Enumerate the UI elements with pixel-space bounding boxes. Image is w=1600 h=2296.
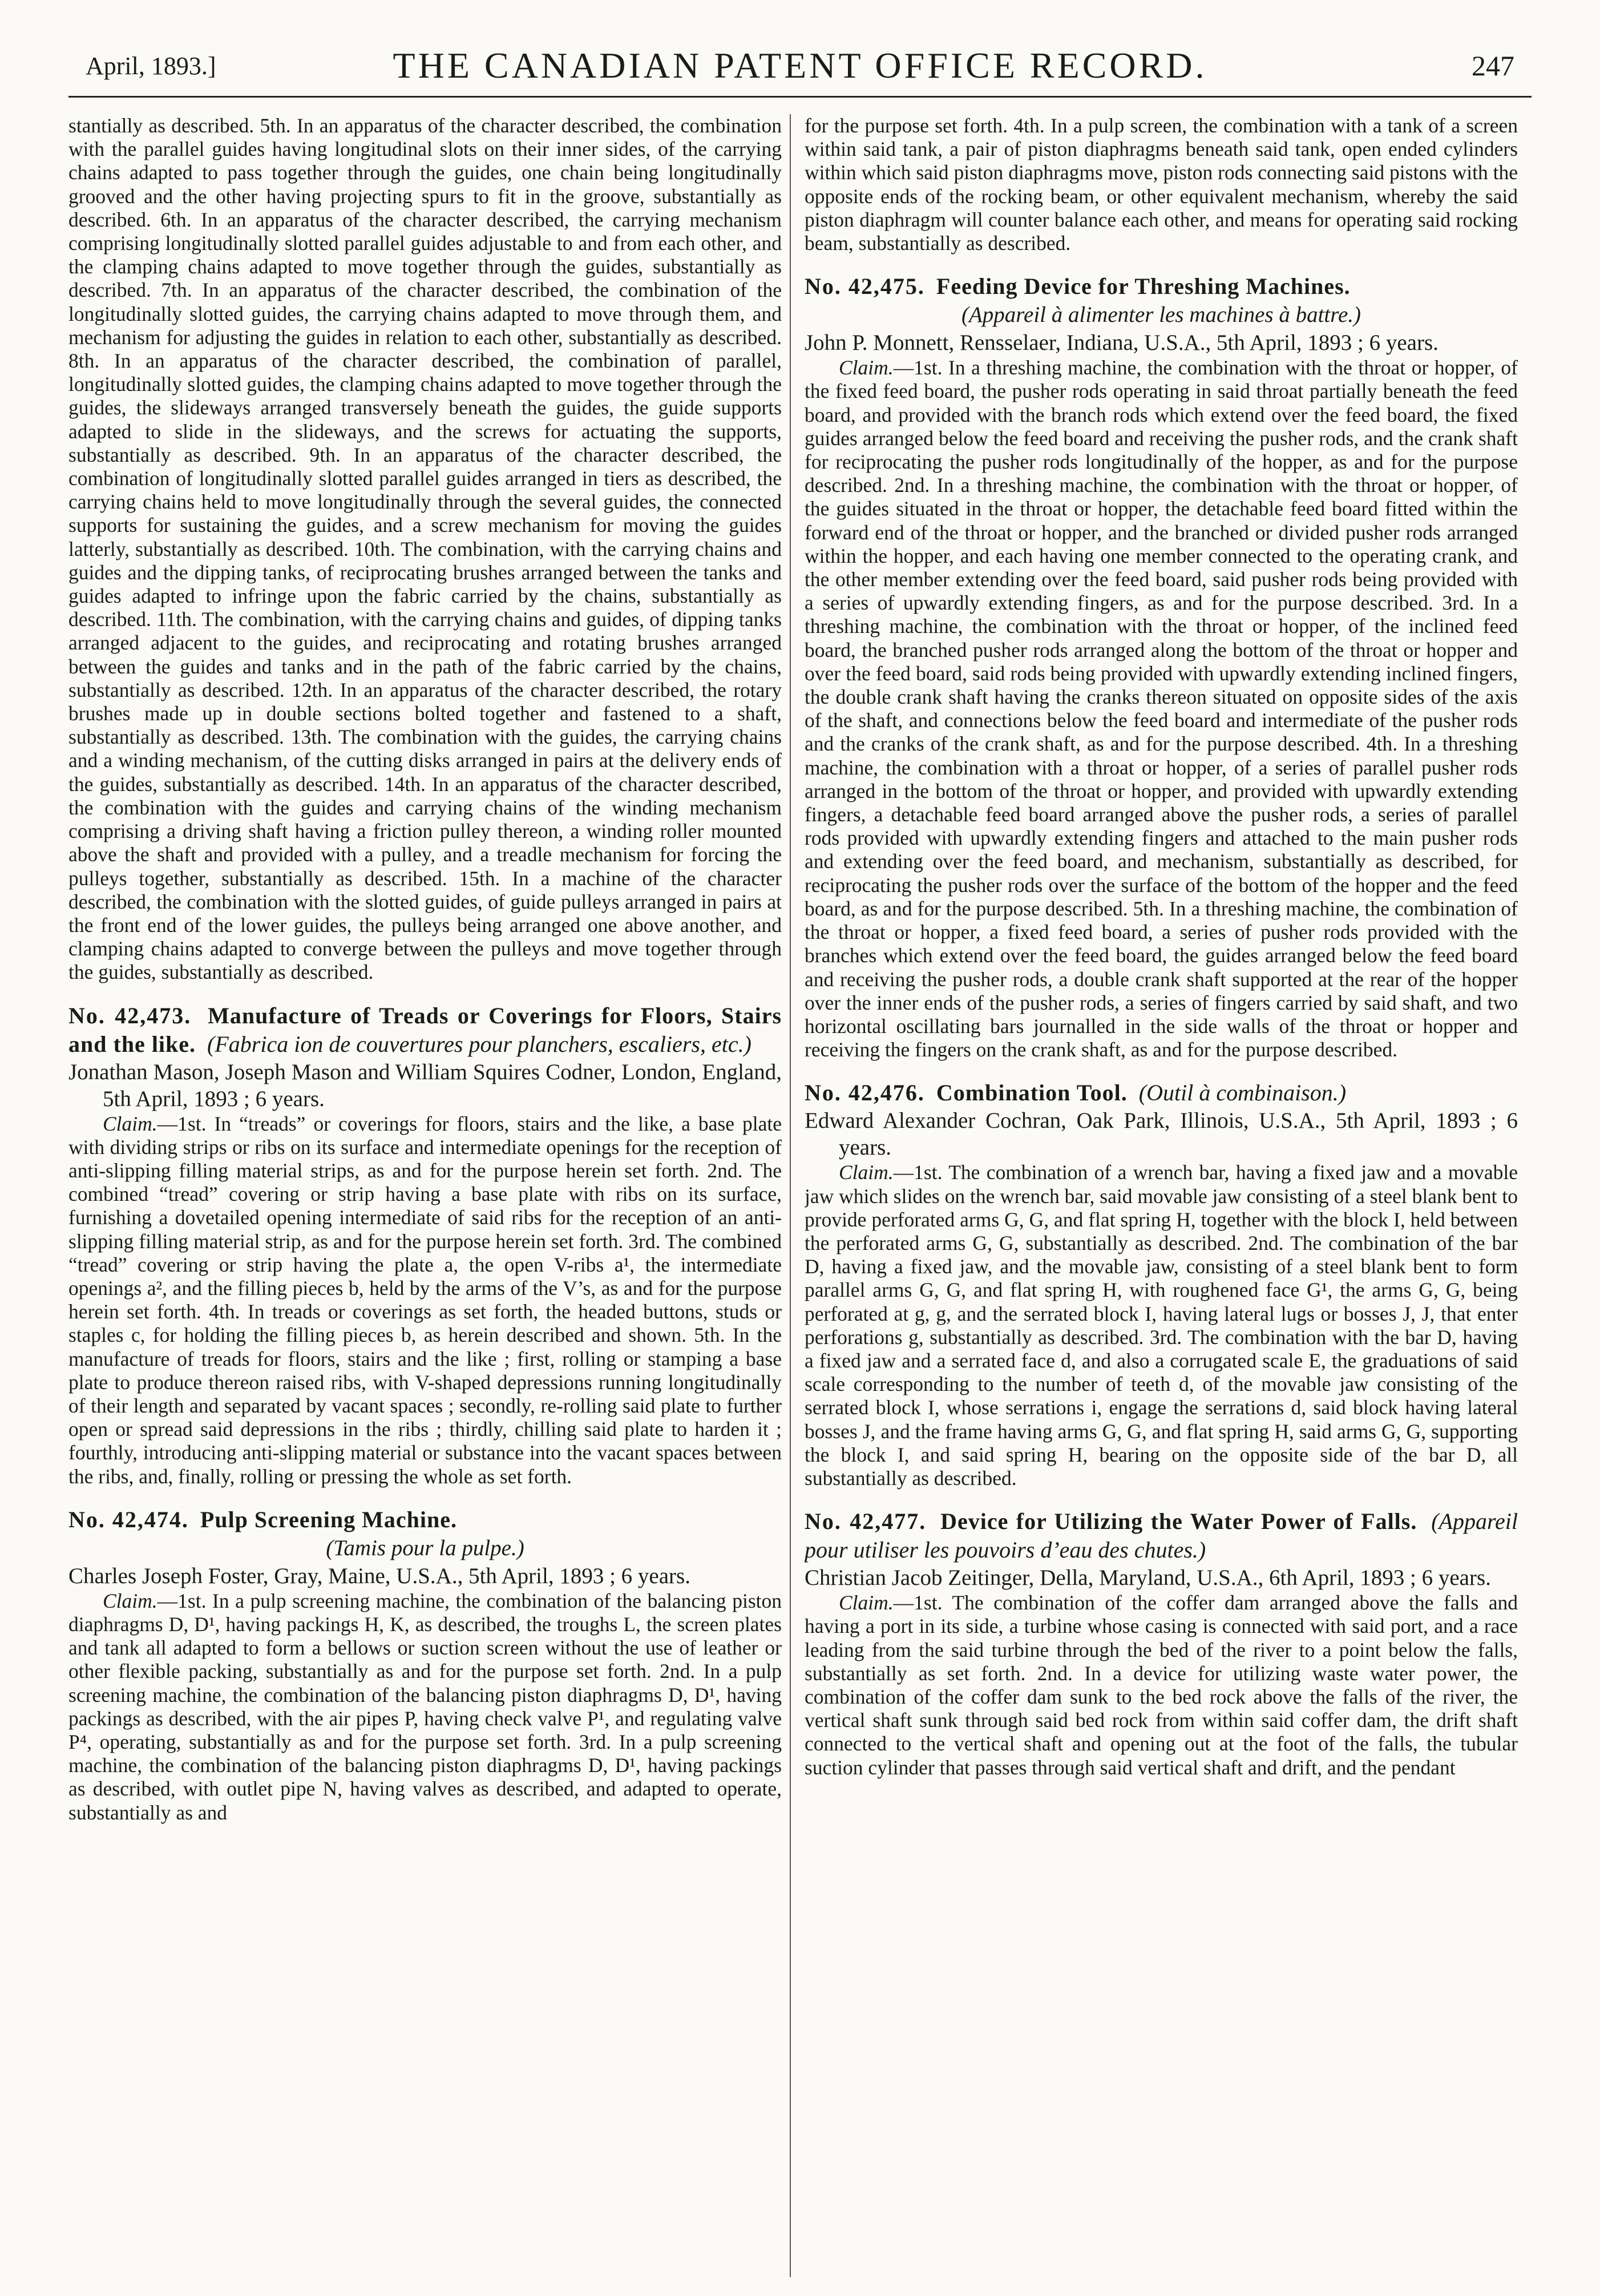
patent-number: No. 42,476. xyxy=(805,1080,925,1106)
patent-title: Manufacture of Treads or Coverings for Floors, Stairs and the like. xyxy=(68,1002,782,1057)
patentee: Charles Joseph Foster, Gray, Maine, U.S.A., 5th April, 1893 ; 6 years. xyxy=(68,1563,690,1588)
patent-entry-42473 xyxy=(68,1002,782,1488)
entry-heading xyxy=(805,1507,1518,1564)
continued-claims: stantially as described. 5th. In an apparatus of the character described, the combination with the parallel guides having longitudinal slots on their inner sides, of the carrying chains adapted to pass together through the guides, one chain being longitudinally grooved and the other having projecting spurs to fit in the groove, substantially as described. 6th. In an apparatus of the character described, the carrying mechanism comprising longitudinally slotted parallel guides adjustable to and from each other, and the clamping chains adapted to move together through the guides, substantially as described. 7th. In an apparatus of the character described, the combination of the longitudinally slotted guides, the carrying chains adapted to move through them, and mechanism for adjusting the guides in relation to each other, substantially as described. 8th. In an apparatus of the character described, the combination of parallel, longitudinally slotted guides, the clamping chains adapted to move together through the guides, the slideways arranged transversely beneath the guides, the guide supports adapted to slide in the slideways, and the screws for actuating the supports, substantially as described. 9th. In an apparatus of the character described, the combination of longitudinally slotted parallel guides arranged in tiers as described, the carrying chains held to move longitudinally through the several guides, the connected supports for sustaining the guides, and a screw mechanism for moving the guides latterly, substantially as described. 10th. The combination, with the carrying chains and guides and the dipping tanks, of reciprocating brushes arranged between the tanks and guides adapted to infringe upon the fabric carried by the chains, substantially as described. 11th. The combination, with the carrying chains and guides, of dipping tanks arranged adjacent to the guides, and reciprocating and rotating brushes arranged between the guides and tanks and in the path of the fabric carried by the chains, substantially as described. 12th. In an apparatus of the character described, the rotary brushes made up in double sections bolted together and fastened to a shaft, substantially as described. 13th. The combination with the guides, the carrying chains and a winding mechanism, of the cutting disks arranged in pairs at the delivery ends of the guides, substantially as described. 14th. In an apparatus of the character described, the combination with the guides and carrying chains of the winding mechanism comprising a driving shaft having a friction pulley thereon, a winding roller mounted above the shaft and provided with a pulley, and a treadle mechanism for forcing the pulleys together, substantially as described. 15th. In a machine of the character described, the combination with the slotted guides, of guide pulleys arranged in pairs at the front end of the lower guides, the pulleys being arranged one above another, and clamping chains adapted to converge between the pulleys and move together through the guides, substantially as described. xyxy=(68,114,782,984)
entry-heading xyxy=(68,1002,782,1059)
french-title: (Fabrica ion de couvertures pour planchers, escaliers, etc.) xyxy=(207,1031,751,1057)
entry-heading xyxy=(805,1079,1518,1107)
page-number: 247 xyxy=(1472,50,1514,82)
continued-claims: for the purpose set forth. 4th. In a pulp screen, the combination with a tank of a screen within said tank, a pair of piston diaphragms beneath said tank, open ended cylinders within which said piston diaphragms move, piston rods connecting said pistons with the opposite ends of the rocking beam, or other equivalent mechanism, whereby the said piston diaphragm will counter balance each other, and means for operating said rocking beam, substantially as described. xyxy=(805,114,1518,255)
patent-title: Feeding Device for Threshing Machines. xyxy=(936,273,1351,300)
patentee: John P. Monnett, Rensselaer, Indiana, U.S.A., 5th April, 1893 ; 6 years. xyxy=(805,330,1439,356)
claim-text: —1st. In a pulp screening machine, the combination of the balancing piston diaphragms D, D¹, having packings H, K, as described, the troughs L, the screen plates and tank all adapted to form a bellows or suction screen without the use of leather or other flexible packing, substantially as and for the purpose set forth. 2nd. In a pulp screening machine, the combination of the balancing piston diaphragms D, D¹, having packings as described, with the air pipes P, having check valve P¹, and regulating valve P⁴, operating, substantially as and for the purpose set forth. 3rd. In a pulp screening machine, the combination of the balancing piston diaphragms D, D¹, having packings as described, with outlet pipe N, having valves as described, and adapted to operate, substantially as and xyxy=(68,1589,782,1824)
claim-label: Claim. xyxy=(839,1591,894,1615)
page-header xyxy=(86,40,1514,108)
french-title: (Appareil à alimenter les machines à battre.) xyxy=(961,302,1361,328)
claims xyxy=(805,1161,1518,1490)
claim-text: —1st. In a threshing machine, the combination with the throat or hopper, of the fixed feed board, the pusher rods operating in said throat partially beneath the feed board, and provided with the branch rods which extend over the feed board, the fixed guides arranged below the feed board and receiving the pusher rods, and the crank shaft for reciprocating the pusher rods longitudinally of the hopper, as and for the purpose described. 2nd. In a threshing machine, the combination with the throat or hopper, of the guides situated in the throat or hopper, the detachable feed board fitted within the forward end of the throat or hopper, and the branched or divided pusher rods arranged within the hopper, and each having one member connected to the operating crank, and the other member extending over the feed board, said pusher rods being provided with a series of upwardly extending fingers, as and for the purpose described. 3rd. In a threshing machine, the combination with the throat or hopper, of the inclined feed board, the branched pusher rods arranged along the bottom of the throat or hopper and over the feed board, said rods being provided with upwardly extending inclined fingers, the double crank shaft having the cranks thereon situated on opposite sides of the axis of the shaft, and connections below the feed board and intermediate of the pusher rods and the cranks of the crank shaft, as and for the purpose described. 4th. In a threshing machine, the combination with a throat or hopper, of a series of parallel pusher rods arranged in the bottom of the throat or hopper, and provided with upwardly extending fingers, a detachable feed board arranged above the pusher rods, a series of parallel rods provided with upwardly extending fingers and attached to the main pusher rods and extending over the feed board, and mechanism, substantially as described, for reciprocating the pusher rods over the surface of the bottom of the hopper and the feed board, as and for the purpose described. 5th. In a threshing machine, the combination of the throat or hopper, a fixed feed board, a series of pusher rods provided with the branches which extend over the feed board, the guides arranged below the feed board and receiving the pusher rods, a double crank shaft supported at the rear of the hopper over the inner ends of the pusher rods, a series of fingers carried by said shaft, and two horizontal oscillating bars journalled in the side walls of the throat or hopper and receiving the fingers on the crank shaft, as and for the purpose described. xyxy=(805,356,1518,1062)
left-column xyxy=(68,114,782,2277)
patent-entry-42476 xyxy=(805,1079,1518,1490)
french-title: (Appareil pour utiliser les pouvoirs d’eau des chutes.) xyxy=(805,1508,1518,1563)
patent-number: No. 42,477. xyxy=(805,1508,927,1535)
right-column xyxy=(805,114,1518,2277)
claims xyxy=(68,1112,782,1488)
patent-title: Pulp Screening Machine. xyxy=(200,1506,457,1532)
claim-text: —1st. The combination of a wrench bar, having a fixed jaw and a movable jaw which slides on the wrench bar, said movable jaw consisting of a steel blank bent to provide perforated arms G, G, and flat spring H, together with the block I, held between the perforated arms G, G, substantially as described. 2nd. The combination of the bar D, having a fixed jaw, and the movable jaw, consisting of a steel blank bent to form parallel arms G, G, and flat spring H, with roughened face G¹, the arms G, G, being perforated at g, g, and the serrated block I, having lateral lugs or bosses J, J, that enter perforations g, substantially as described. 3rd. The combination with the bar D, having a fixed jaw and a serrated face d, and also a corrugated scale E, the graduations of said scale corresponding to the number of teeth d, of the movable jaw consisting of the serrated block I, whose serrations i, engage the serrations d, said block having lateral bosses J, and the frame having arms G, G, and flat spring H, said arms G, G, supporting the block I, and said spring H, bearing on the opposite side of the bar D, all substantially as described. xyxy=(805,1161,1518,1490)
patentee: Jonathan Mason, Joseph Mason and William Squires Codner, London, England, 5th April, 1893 ; 6 years. xyxy=(68,1059,782,1111)
patent-entry-42477 xyxy=(805,1507,1518,1779)
claims xyxy=(805,356,1518,1062)
patent-entry-42475 xyxy=(805,272,1518,1062)
journal-title: THE CANADIAN PATENT OFFICE RECORD. xyxy=(393,45,1207,86)
header-rule xyxy=(68,96,1532,98)
patentee: Christian Jacob Zeitinger, Della, Maryland, U.S.A., 6th April, 1893 ; 6 years. xyxy=(805,1565,1491,1591)
patent-title: Device for Utilizing the Water Power of Falls. xyxy=(940,1508,1417,1535)
patent-title: Combination Tool. xyxy=(936,1080,1128,1106)
claims xyxy=(68,1589,782,1825)
claim-label: Claim. xyxy=(839,1161,894,1184)
claim-text: —1st. In “treads” or coverings for floors, stairs and the like, a base plate with dividing strips or ribs on its surface and intermediate openings for the reception of anti-slipping filling material strips, as and for the purpose herein set forth. 2nd. The combined “tread” covering or strip having a base plate with ribs on its surface, furnishing a dovetailed opening intermediate of said ribs for the reception of an anti-slipping filling material strip, as and for the purpose herein set forth. 3rd. The combined “tread” covering or strip having the plate a, the open V-ribs a¹, the intermediate openings a², and the filling pieces b, held by the arms of the V’s, as and for the purpose herein set forth. 4th. In treads or coverings as set forth, the headed buttons, studs or staples c, for holding the filling pieces b, as herein described and shown. 5th. In the manufacture of treads for floors, stairs and the like ; first, rolling or stamping a base plate to produce thereon raised ribs, with V-shaped depressions running longitudinally of their length and separated by vacant spaces ; secondly, re-rolling said plate to further open or spread said depressions in the ribs ; thirdly, chilling said plate to harden it ; fourthly, introducing anti-slipping material or substance into the vacant spaces between the ribs, and, finally, rolling or pressing the whole as set forth. xyxy=(68,1112,782,1488)
patent-entry-42474 xyxy=(68,1506,782,1825)
entry-heading xyxy=(68,1506,782,1534)
patent-number: No. 42,473. xyxy=(68,1002,192,1028)
french-title: (Tamis pour la pulpe.) xyxy=(326,1535,524,1560)
patent-number: No. 42,474. xyxy=(68,1506,189,1532)
column-divider xyxy=(790,114,791,2277)
claim-label: Claim. xyxy=(103,1589,157,1612)
header-date: April, 1893.] xyxy=(86,52,216,80)
claim-label: Claim. xyxy=(103,1112,157,1135)
claim-label: Claim. xyxy=(839,356,894,380)
french-title: (Outil à combinaison.) xyxy=(1138,1080,1347,1106)
claim-text: —1st. The combination of the coffer dam arranged above the falls and having a port in its side, a turbine whose casing is connected with said port, and a race leading from the said turbine through the bed of the river to a point below the falls, substantially as set forth. 2nd. In a device for utilizing waste water power, the combination of the coffer dam sunk to the bed rock above the falls of the river, the vertical shaft sunk through said bed rock from within said coffer dam, the drift shaft connected to the vertical shaft and opening out at the foot of the falls, the tubular suction cylinder that passes through said vertical shaft and drift, and the pendant xyxy=(805,1591,1518,1779)
patentee: Edward Alexander Cochran, Oak Park, Illinois, U.S.A., 5th April, 1893 ; 6 years. xyxy=(805,1108,1518,1160)
entry-heading xyxy=(805,272,1518,301)
patent-number: No. 42,475. xyxy=(805,273,925,300)
claims xyxy=(805,1591,1518,1779)
